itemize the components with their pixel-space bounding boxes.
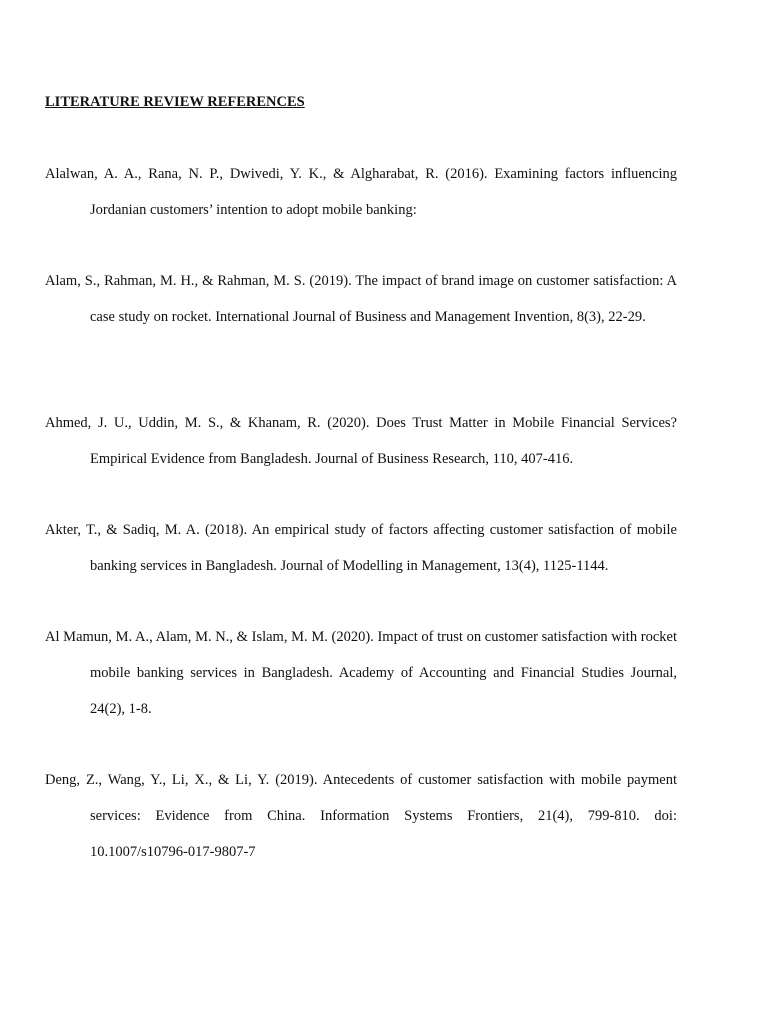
reference-entry: Deng, Z., Wang, Y., Li, X., & Li, Y. (2019). Antecedents of customer satisfaction with mobile payment services: Evidence from China. Information Systems Frontiers, 21(4), 799-810. doi: 10.1007/s10796-017-9807-7 — [45, 772, 677, 860]
reference-entry: Alalwan, A. A., Rana, N. P., Dwivedi, Y. K., & Algharabat, R. (2016). Examining factors influencing Jordanian customers’ intention to adopt mobile banking: — [45, 166, 677, 218]
reference-entry: Al Mamun, M. A., Alam, M. N., & Islam, M. M. (2020). Impact of trust on customer satisfaction with rocket mobile banking services in Bangladesh. Academy of Accounting and Financial Studies Journal, 24(2), 1-8. — [45, 629, 677, 717]
section-heading: LITERATURE REVIEW REFERENCES — [45, 94, 305, 110]
reference-entry: Akter, T., & Sadiq, M. A. (2018). An empirical study of factors affecting customer satisfaction of mobile banking services in Bangladesh. Journal of Modelling in Management, 13(4), 1125-1144. — [45, 522, 677, 574]
reference-entry: Ahmed, J. U., Uddin, M. S., & Khanam, R. (2020). Does Trust Matter in Mobile Financial Services? Empirical Evidence from Bangladesh. Journal of Business Research, 110, 407-416. — [45, 415, 677, 467]
reference-entry: Alam, S., Rahman, M. H., & Rahman, M. S. (2019). The impact of brand image on customer satisfaction: A case study on rocket. International Journal of Business and Management Invention, 8(3), 22-29. — [45, 273, 677, 325]
